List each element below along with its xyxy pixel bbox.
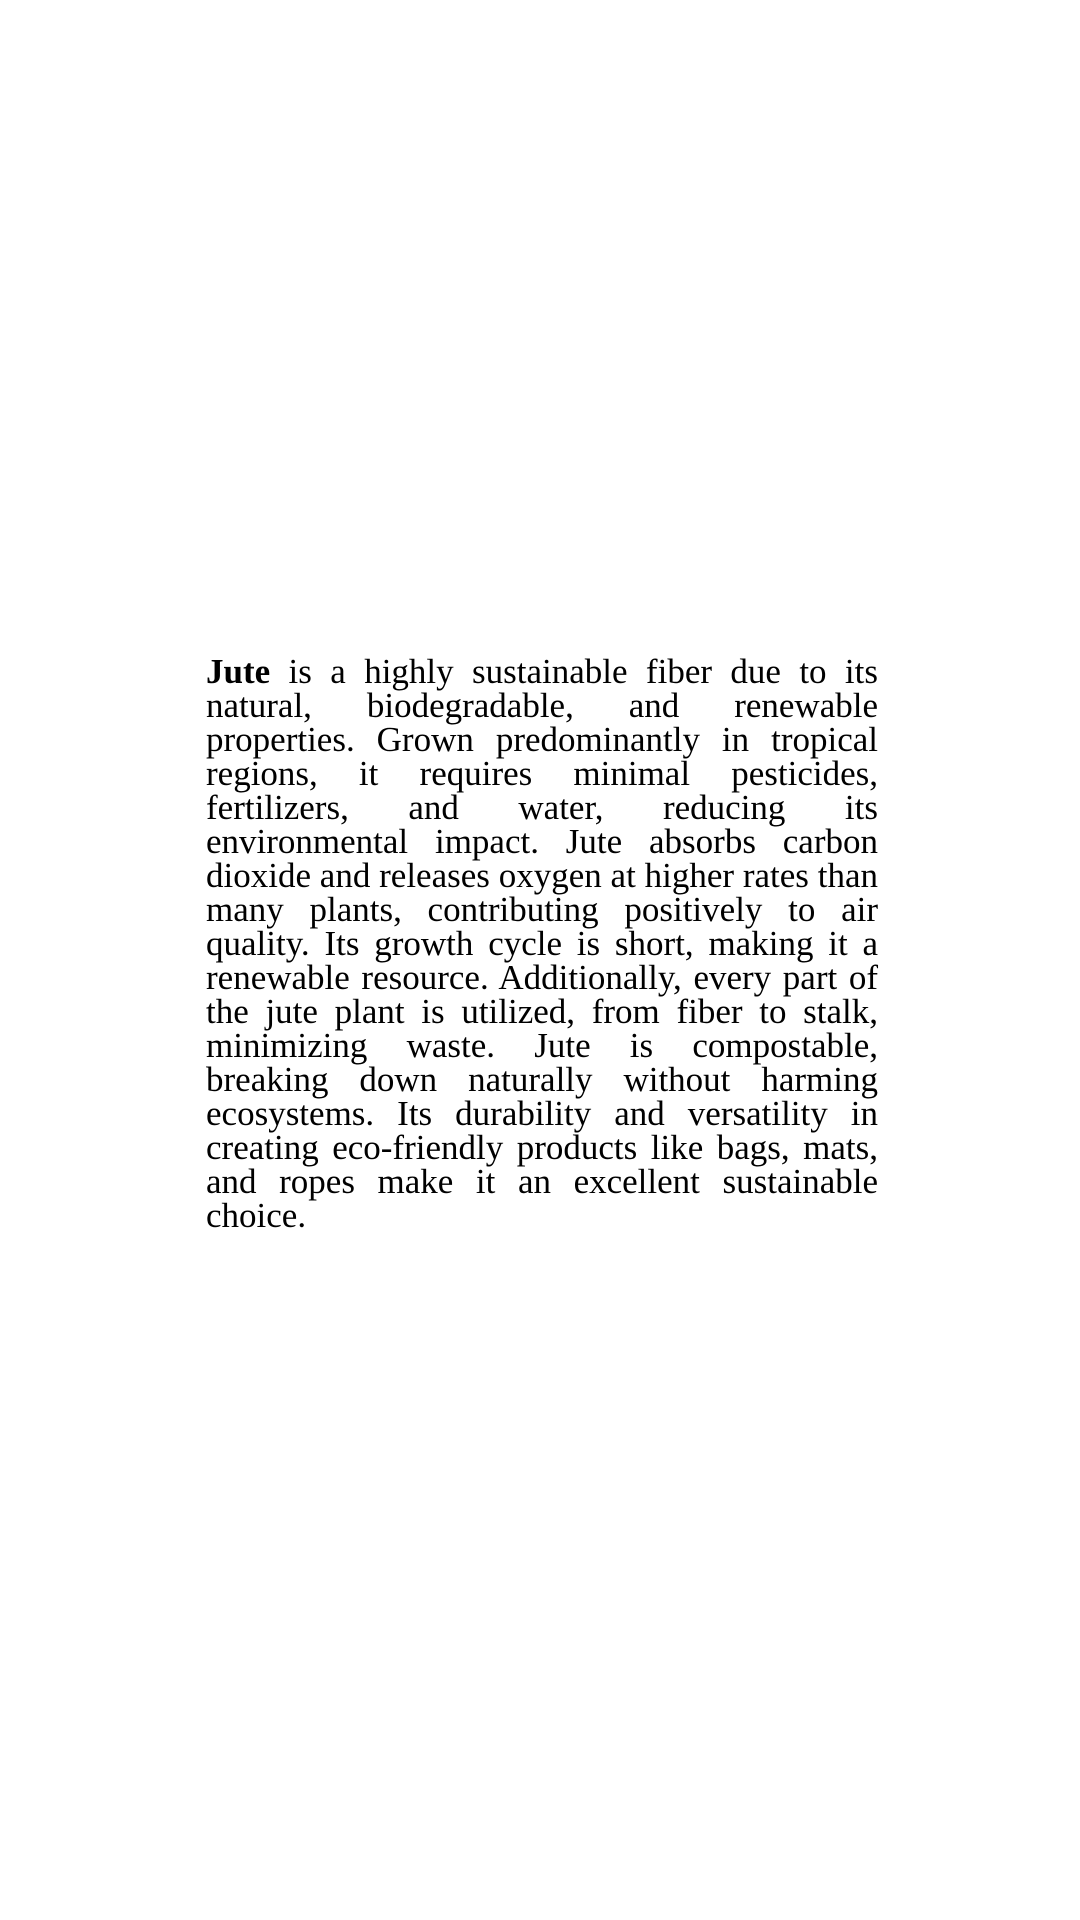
paragraph-lead-word: Jute bbox=[206, 652, 271, 691]
paragraph-body-text: is a highly sustainable fiber due to its natural, biodegradable, and renewable properties. Grown predominantly in tropical regions, it requires minimal pesticides, fertilizers, and water, reducing its environmental impact. Jute absorbs carbon dioxide and releases oxygen at higher rates than many plants, contributing positively to air quality. Its growth cycle is short, making it a renewable resource. Additionally, every part of the jute plant is utilized, from fiber to stalk, minimizing waste. Jute is compostable, breaking down naturally without harming ecosystems. Its durability and versatility in creating eco-friendly products like bags, mats, and ropes make it an excellent sustainable choice. bbox=[206, 652, 878, 1235]
jute-paragraph bbox=[206, 652, 878, 1235]
